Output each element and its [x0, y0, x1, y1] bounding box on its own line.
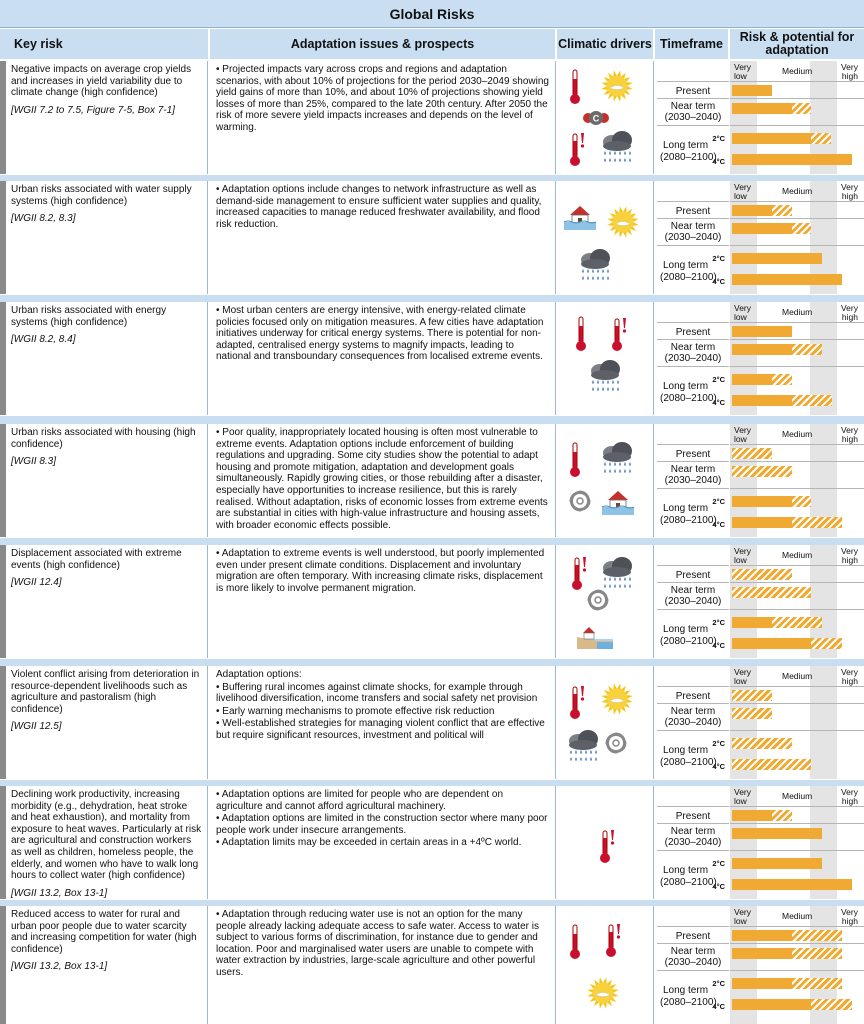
climatic-drivers-cell	[557, 61, 654, 174]
timeframe-long-years: (2080–2100)	[660, 393, 717, 404]
risk-bar-adaptation-potential	[811, 999, 852, 1010]
degree-4c-label: 4°C	[712, 157, 725, 166]
risk-chart	[730, 424, 864, 537]
timeframe-present: Present	[675, 206, 711, 217]
risk-bar-solid	[732, 999, 811, 1010]
timeframe-divider	[657, 609, 729, 610]
degree-4c-label: 4°C	[712, 641, 725, 650]
risk-bar-adaptation-potential	[811, 133, 831, 144]
timeframe-near-years: (2030–2040)	[664, 353, 722, 364]
key-risk-cell	[8, 545, 208, 658]
cyclone-icon	[601, 728, 631, 763]
thermometer-icon	[573, 316, 589, 357]
timeframe-long-term: Long term	[663, 745, 709, 756]
degree-2c-label: 2°C	[712, 979, 725, 988]
climatic-drivers-cell	[557, 906, 654, 1024]
hot-extreme-thermometer-icon	[597, 828, 619, 869]
chart-divider	[730, 322, 864, 323]
row-stripe	[0, 906, 6, 1024]
risk-bar-adaptation-potential	[772, 810, 792, 821]
adaptation-cell	[210, 786, 556, 899]
risk-row	[0, 61, 864, 174]
timeframe-divider	[657, 339, 729, 340]
timeframe-near-term: Near term	[670, 826, 716, 837]
timeframe-near-years: (2030–2040)	[664, 475, 722, 486]
key-risk-text: Displacement associated with extreme events (high confidence)	[11, 548, 182, 571]
risk-chart	[730, 666, 864, 779]
report-reference: [WGII 7.2 to 7.5, Figure 7-5, Box 7-1]	[11, 104, 175, 116]
row-separator	[0, 659, 864, 666]
risk-bar-solid	[732, 395, 792, 406]
adaptation-text: • Projected impacts vary across crops and regions and adaptation scenarios, with about 10% of projections for the period 2030–2049 showing yield gains of more than 10%, and about 10% of projections showing yield losses of more than 25%, compared to the late 20th century. After 2050 the risk of more severe yield impacts increases and depends on the level of warming.	[216, 64, 549, 133]
risk-chart	[730, 545, 864, 658]
timeframe-divider	[657, 245, 729, 246]
report-reference: [WGII 8.3]	[11, 456, 57, 468]
risk-bar-solid	[732, 858, 822, 869]
chart-divider	[730, 444, 864, 445]
risk-row	[0, 786, 864, 899]
timeframe-present: Present	[675, 86, 711, 97]
scale-medium: Medium	[782, 911, 813, 921]
degree-2c-label: 2°C	[712, 254, 725, 263]
timeframe-long-years: (2080–2100)	[660, 515, 717, 526]
timeframe-near-years: (2030–2040)	[664, 112, 722, 123]
chart-divider	[730, 488, 864, 489]
key-risk-cell	[8, 424, 208, 537]
sun-drought-icon	[585, 976, 621, 1015]
key-risk-cell	[8, 786, 208, 899]
key-risk-text: Urban risks associated with water supply systems (high confidence)	[11, 184, 192, 207]
risk-bar-solid	[732, 930, 792, 941]
rain-cloud-icon	[587, 358, 623, 401]
timeframe-divider	[657, 703, 729, 704]
timeframe-divider	[657, 444, 729, 445]
timeframe-near-years: (2030–2040)	[664, 837, 722, 848]
thermometer-icon	[567, 69, 583, 110]
risk-bar-solid	[732, 828, 822, 839]
scale-very-low: Very low	[734, 62, 752, 81]
key-risk-text: Declining work productivity, increasing morbidity (e.g., dehydration, heat stroke and heat exhaustion), and mortality from exposure to heat waves. Particularly at risk are agricultural and construction workers as well as children, homeless people, the elderly, and women who have to walk long hours to collect water (high confidence)	[11, 789, 202, 882]
scale-medium: Medium	[782, 550, 813, 560]
timeframe-long-years: (2080–2100)	[660, 152, 717, 163]
row-stripe	[0, 302, 6, 415]
chart-divider	[730, 703, 864, 704]
adaptation-text: • Adaptation limits may be exceeded in certain areas in a +4ºC world.	[216, 837, 522, 849]
chart-divider	[730, 461, 864, 462]
timeframe-divider	[657, 81, 729, 82]
timeframe-present: Present	[675, 570, 711, 581]
report-reference: [WGII 13.2, Box 13-1]	[11, 961, 108, 973]
timeframe-long-term: Long term	[663, 624, 709, 635]
risk-chart	[730, 302, 864, 415]
timeframe-divider	[657, 366, 729, 367]
chart-divider	[730, 125, 864, 126]
risk-bar-adaptation-potential	[732, 738, 792, 749]
scale-very-high: Very high	[840, 667, 858, 686]
scale-medium: Medium	[782, 307, 813, 317]
risk-bar-solid	[732, 978, 792, 989]
risk-bar-adaptation-potential	[732, 690, 772, 701]
hot-extreme-thermometer-icon	[567, 684, 589, 725]
adaptation-text: • Early warning mechanisms to promote effective risk reduction	[216, 705, 495, 717]
key-risk-text: Urban risks associated with housing (high confidence)	[11, 427, 196, 450]
row-stripe	[0, 666, 6, 779]
risk-bar-solid	[732, 223, 792, 234]
risk-bar-solid	[732, 205, 772, 216]
adaptation-cell	[210, 302, 556, 415]
risk-bar-adaptation-potential	[792, 948, 842, 959]
sea-level-house-icon	[577, 623, 613, 654]
row-stripe	[0, 545, 6, 658]
adaptation-cell	[210, 61, 556, 174]
row-separator	[0, 295, 864, 302]
degree-4c-label: 4°C	[712, 882, 725, 891]
timeframe-cell	[657, 424, 729, 537]
risk-bar-solid	[732, 326, 792, 337]
timeframe-present: Present	[675, 811, 711, 822]
timeframe-divider	[657, 582, 729, 583]
timeframe-near-years: (2030–2040)	[664, 232, 722, 243]
report-reference: [WGII 13.2, Box 13-1]	[11, 887, 108, 899]
timeframe-divider	[657, 686, 729, 687]
risk-bar-solid	[732, 253, 822, 264]
degree-2c-label: 2°C	[712, 859, 725, 868]
timeframe-cell	[657, 61, 729, 174]
timeframe-cell	[657, 786, 729, 899]
risk-bar-adaptation-potential	[792, 930, 842, 941]
timeframe-divider	[657, 218, 729, 219]
risk-bar-solid	[732, 344, 792, 355]
scale-very-high: Very high	[840, 62, 858, 81]
adaptation-cell	[210, 545, 556, 658]
timeframe-cell	[657, 302, 729, 415]
timeframe-divider	[657, 850, 729, 851]
risk-bar-adaptation-potential	[792, 344, 822, 355]
adaptation-text: • Buffering rural incomes against climate shocks, for example through livelihood diversification, income transfers and social safety net provision	[216, 681, 538, 705]
timeframe-present: Present	[675, 449, 711, 460]
risk-bar-adaptation-potential	[732, 708, 772, 719]
scale-very-high: Very high	[840, 303, 858, 322]
scale-very-low: Very low	[734, 182, 752, 201]
risk-bar-adaptation-potential	[792, 978, 842, 989]
adaptation-text: • Adaptation to extreme events is well understood, but poorly implemented even under present climate conditions. Displacement and involuntary migration are often temporary. With increasing climate risks, displacement is more likely to involve permanent migration.	[216, 548, 545, 594]
climatic-drivers-cell	[557, 545, 654, 658]
timeframe-divider	[657, 125, 729, 126]
risk-bar-solid	[732, 374, 772, 385]
header-risk-potential: Risk & potential for adaptation	[730, 29, 864, 59]
timeframe-present: Present	[675, 691, 711, 702]
scale-medium: Medium	[782, 186, 813, 196]
scale-very-high: Very high	[840, 182, 858, 201]
flooded-house-icon	[601, 486, 635, 521]
scale-very-low: Very low	[734, 425, 752, 444]
risk-bar-adaptation-potential	[732, 466, 792, 477]
risk-row	[0, 906, 864, 1024]
adaptation-cell	[210, 424, 556, 537]
chart-divider	[730, 218, 864, 219]
adaptation-cell	[210, 666, 556, 779]
row-separator	[0, 416, 864, 424]
adaptation-text: • Adaptation options are limited in the construction sector where many poor people work under insecure arrangements.	[216, 813, 548, 836]
key-risk-cell	[8, 302, 208, 415]
risk-chart	[730, 786, 864, 899]
key-risk-cell	[8, 181, 208, 294]
chart-divider	[730, 970, 864, 971]
risk-bar-adaptation-potential	[772, 374, 792, 385]
header-adaptation: Adaptation issues & prospects	[210, 29, 556, 59]
timeframe-divider	[657, 730, 729, 731]
risk-row	[0, 424, 864, 537]
scale-very-high: Very high	[840, 546, 858, 565]
risk-row	[0, 666, 864, 779]
hot-extreme-thermometer-icon	[609, 316, 631, 357]
degree-2c-label: 2°C	[712, 375, 725, 384]
risk-bar-solid	[732, 274, 842, 285]
scale-very-low: Very low	[734, 787, 752, 806]
risk-bar-adaptation-potential	[732, 448, 772, 459]
risk-row	[0, 181, 864, 294]
timeframe-present: Present	[675, 931, 711, 942]
timeframe-near-term: Near term	[670, 221, 716, 232]
chart-divider	[730, 98, 864, 99]
chart-divider	[730, 81, 864, 82]
thermometer-icon	[567, 442, 583, 483]
timeframe-long-years: (2080–2100)	[660, 877, 717, 888]
chart-divider	[730, 823, 864, 824]
timeframe-cell	[657, 906, 729, 1024]
timeframe-cell	[657, 545, 729, 658]
chart-divider	[730, 730, 864, 731]
cyclone-icon	[583, 585, 613, 620]
row-stripe	[0, 181, 6, 294]
adaptation-text: • Adaptation options are limited for people who are dependent on agriculture and cannot afford agricultural machinery.	[216, 789, 504, 812]
adaptation-text: • Adaptation options include changes to network infrastructure as well as demand-side management to ensure sufficient water supplies and quality, increased capacities to manage reduced freshwater availability, and flood risk reduction.	[216, 184, 542, 230]
timeframe-long-years: (2080–2100)	[660, 757, 717, 768]
degree-4c-label: 4°C	[712, 277, 725, 286]
timeframe-long-term: Long term	[663, 381, 709, 392]
degree-4c-label: 4°C	[712, 762, 725, 771]
timeframe-divider	[657, 98, 729, 99]
key-risk-text: Violent conflict arising from deterioration in resource-dependent livelihoods such as agriculture and pastoralism (high confidence)	[11, 669, 200, 715]
scale-very-high: Very high	[840, 787, 858, 806]
table-title: Global Risks	[0, 0, 864, 28]
row-separator	[0, 538, 864, 545]
risk-bar-solid	[732, 517, 792, 528]
risk-bar-solid	[732, 617, 772, 628]
rain-cloud-icon	[565, 728, 601, 771]
chart-divider	[730, 339, 864, 340]
climatic-drivers-cell	[557, 786, 654, 899]
timeframe-near-term: Near term	[670, 585, 716, 596]
timeframe-near-term: Near term	[670, 706, 716, 717]
risk-bar-adaptation-potential	[732, 759, 811, 770]
adaptation-text: • Well-established strategies for managing violent conflict that are effective but require significant resources, investment and political will	[216, 718, 545, 741]
header-key-risk: Key risk	[0, 29, 209, 59]
timeframe-near-years: (2030–2040)	[664, 596, 722, 607]
timeframe-divider	[657, 322, 729, 323]
report-reference: [WGII 8.2, 8.4]	[11, 334, 76, 346]
risk-bar-adaptation-potential	[732, 569, 792, 580]
header-drivers: Climatic drivers	[557, 29, 654, 59]
timeframe-long-term: Long term	[663, 985, 709, 996]
risk-bar-solid	[732, 154, 852, 165]
risk-bar-adaptation-potential	[792, 517, 842, 528]
risk-bar-solid	[732, 948, 792, 959]
degree-2c-label: 2°C	[712, 497, 725, 506]
risk-chart	[730, 61, 864, 174]
climatic-drivers-cell	[557, 666, 654, 779]
chart-divider	[730, 943, 864, 944]
degree-2c-label: 2°C	[712, 739, 725, 748]
degree-4c-label: 4°C	[712, 520, 725, 529]
risk-bar-adaptation-potential	[772, 617, 822, 628]
risk-bar-adaptation-potential	[792, 395, 832, 406]
chart-divider	[730, 806, 864, 807]
hot-extreme-thermometer-icon	[603, 922, 625, 963]
chart-divider	[730, 926, 864, 927]
risk-bar-solid	[732, 879, 852, 890]
risk-bar-solid	[732, 638, 811, 649]
climatic-drivers-cell	[557, 302, 654, 415]
report-reference: [WGII 12.4]	[11, 577, 62, 589]
timeframe-near-term: Near term	[670, 101, 716, 112]
timeframe-divider	[657, 806, 729, 807]
thermometer-icon	[567, 924, 583, 965]
timeframe-divider	[657, 926, 729, 927]
rain-cloud-icon	[599, 440, 635, 483]
timeframe-long-term: Long term	[663, 503, 709, 514]
flooded-house-icon	[563, 201, 597, 236]
adaptation-cell	[210, 181, 556, 294]
scale-very-high: Very high	[840, 907, 858, 926]
timeframe-cell	[657, 181, 729, 294]
chart-divider	[730, 609, 864, 610]
adaptation-cell	[210, 906, 556, 1024]
timeframe-divider	[657, 823, 729, 824]
row-stripe	[0, 424, 6, 537]
rain-cloud-icon	[577, 247, 613, 290]
risk-chart	[730, 906, 864, 1024]
timeframe-divider	[657, 565, 729, 566]
scale-very-low: Very low	[734, 667, 752, 686]
sun-drought-icon	[599, 682, 635, 721]
adaptation-text: • Most urban centers are energy intensive, with energy-related climate policies focused only on mitigation measures. A few cities have adaptation initiatives underway for critical energy systems. There is potential for non-adapted, centralised energy systems to magnify impacts, leading to national and transboundary consequences from localised extreme events.	[216, 305, 544, 363]
svg-text:C: C	[592, 113, 600, 124]
key-risk-cell	[8, 666, 208, 779]
climatic-drivers-cell	[557, 181, 654, 294]
sun-drought-icon	[605, 205, 641, 244]
timeframe-near-term: Near term	[670, 946, 716, 957]
timeframe-long-term: Long term	[663, 865, 709, 876]
risk-bar-adaptation-potential	[772, 205, 792, 216]
scale-medium: Medium	[782, 791, 813, 801]
chart-divider	[730, 850, 864, 851]
risk-bar-solid	[732, 103, 792, 114]
scale-medium: Medium	[782, 429, 813, 439]
key-risk-text: Urban risks associated with energy systems (high confidence)	[11, 305, 167, 328]
chart-divider	[730, 582, 864, 583]
degree-4c-label: 4°C	[712, 1002, 725, 1011]
timeframe-long-term: Long term	[663, 260, 709, 271]
timeframe-near-years: (2030–2040)	[664, 717, 722, 728]
row-stripe	[0, 61, 6, 174]
risk-bar-adaptation-potential	[792, 223, 811, 234]
chart-divider	[730, 366, 864, 367]
timeframe-cell	[657, 666, 729, 779]
timeframe-divider	[657, 201, 729, 202]
degree-2c-label: 2°C	[712, 134, 725, 143]
chart-divider	[730, 201, 864, 202]
scale-very-low: Very low	[734, 907, 752, 926]
adaptation-text: Adaptation options:	[216, 669, 302, 680]
degree-2c-label: 2°C	[712, 618, 725, 627]
scale-medium: Medium	[782, 671, 813, 681]
key-risk-text: Reduced access to water for rural and urban poor people due to water scarcity and increasing competition for water (high confidence)	[11, 909, 197, 955]
timeframe-divider	[657, 943, 729, 944]
timeframe-near-term: Near term	[670, 342, 716, 353]
adaptation-text: • Poor quality, inappropriately located housing is often most vulnerable to extreme events. Adaptation options include enforcement of building regulations and upgrading. Some city studies show the potential to adapt housing and promote mitigation, adaptation and development goals simultaneously. Rapidly growing cities, or those rebuilding after a disaster, especially have opportunities to increase resilience, but this is rarely realised. Without adaptation, risks of economic losses from extreme events are substantial in cities with high-value infrastructure and housing assets, with broader economic effects possible.	[216, 427, 548, 531]
risk-bar-adaptation-potential	[732, 587, 811, 598]
timeframe-near-years: (2030–2040)	[664, 957, 722, 968]
risk-bar-adaptation-potential	[792, 496, 811, 507]
key-risk-cell	[8, 906, 208, 1024]
climatic-drivers-cell	[557, 424, 654, 537]
scale-very-high: Very high	[840, 425, 858, 444]
rain-cloud-icon	[599, 129, 635, 172]
hot-extreme-thermometer-icon	[567, 131, 589, 172]
timeframe-long-years: (2080–2100)	[660, 272, 717, 283]
sun-drought-icon	[599, 69, 635, 108]
timeframe-divider	[657, 461, 729, 462]
chart-divider	[730, 565, 864, 566]
timeframe-near-term: Near term	[670, 464, 716, 475]
scale-very-low: Very low	[734, 546, 752, 565]
timeframe-long-term: Long term	[663, 140, 709, 151]
timeframe-divider	[657, 488, 729, 489]
adaptation-text: • Adaptation through reducing water use is not an option for the many people already lacking adequate access to safe water. Access to water is subject to various forms of discrimination, for instance due to gender and location. Poor and marginalised water users are unable to compete with water extraction by industries, large-scale agriculture and other powerful users.	[216, 909, 539, 978]
timeframe-long-years: (2080–2100)	[660, 997, 717, 1008]
risk-row	[0, 545, 864, 658]
scale-medium: Medium	[782, 66, 813, 76]
report-reference: [WGII 12.5]	[11, 721, 62, 733]
chart-divider	[730, 245, 864, 246]
row-stripe	[0, 786, 6, 899]
degree-4c-label: 4°C	[712, 398, 725, 407]
risk-row	[0, 302, 864, 415]
timeframe-divider	[657, 970, 729, 971]
header-timeframe: Timeframe	[655, 29, 729, 59]
risk-bar-solid	[732, 496, 792, 507]
risk-bar-solid	[732, 810, 772, 821]
risk-bar-adaptation-potential	[811, 638, 842, 649]
chart-divider	[730, 686, 864, 687]
risk-bar-solid	[732, 85, 772, 96]
risk-bar-solid	[732, 133, 811, 144]
key-risk-cell	[8, 61, 208, 174]
scale-very-low: Very low	[734, 303, 752, 322]
risk-bar-adaptation-potential	[792, 103, 811, 114]
key-risk-text: Negative impacts on average crop yields and increases in yield variability due to climate change (high confidence)	[11, 64, 192, 99]
timeframe-present: Present	[675, 327, 711, 338]
cyclone-icon	[565, 486, 595, 521]
report-reference: [WGII 8.2, 8.3]	[11, 213, 76, 225]
risk-chart	[730, 181, 864, 294]
timeframe-long-years: (2080–2100)	[660, 636, 717, 647]
